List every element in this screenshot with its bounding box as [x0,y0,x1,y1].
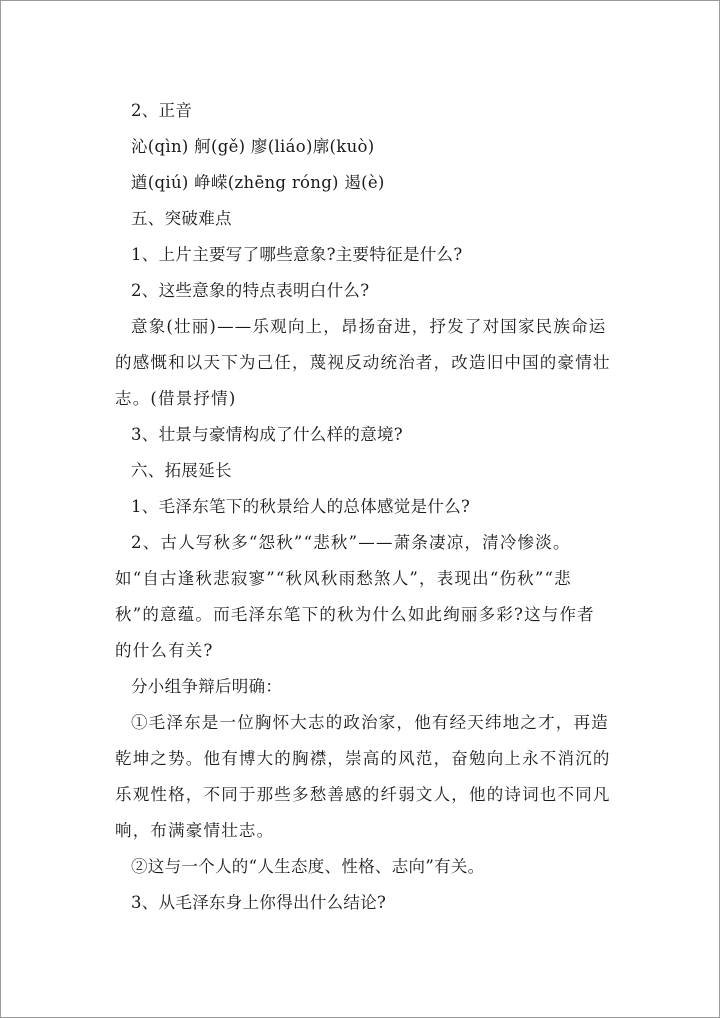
question-3: 3、壮景与豪情构成了什么样的意境? [131,425,403,444]
heading-pronunciation: 2、正音 [131,101,193,120]
heading-difficulties: 五、突破难点 [131,209,232,228]
heading-extension: 六、拓展延长 [131,461,232,480]
attitude-line: ②这与一个人的“人生态度、性格、志向”有关。 [131,857,485,876]
paragraph-imagery: 意象(壮丽)——乐观向上，昂扬奋进，抒发了对国家民族命运的感慨和以天下为己任，蔑视反动统治者，改造旧中国的豪情壮志。(借景抒情) [115,317,611,408]
pronunciation-line-1: 沁(qìn) 舸(gě) 廖(liáo)廓(kuò) [131,137,375,156]
pronunciation-line-2: 遒(qiú) 峥嵘(zhēng róng) 遏(è) [131,173,385,192]
question-1: 1、上片主要写了哪些意象?主要特征是什么? [131,245,463,264]
group-discussion-line: 分小组争辩后明确： [131,677,283,696]
paragraph-autumn: 2、古人写秋多“怨秋”“悲秋”——萧条凄凉，清冷惨淡。如“自古逢秋悲寂寥”“秋风秋雨愁煞人”，表现出“伤秋”“悲秋”的意蕴。而毛泽东笔下的秋为什么如此绚丽多彩?这与作者的什么有关? [115,533,595,660]
extension-question-1: 1、毛泽东笔下的秋景给人的总体感觉是什么? [131,497,471,516]
question-2: 2、这些意象的特点表明白什么? [131,281,370,300]
paragraph-mao: ①毛泽东是一位胸怀大志的政治家，他有经天纬地之才，再造乾坤之势。他有博大的胸襟，崇高的风范，奋勉向上永不消沉的乐观性格，不同于那些多愁善感的纤弱文人，他的诗词也不同凡响，布满豪情壮志。 [115,713,611,840]
conclusion-question: 3、从毛泽东身上你得出什么结论? [131,893,387,912]
document-body [115,93,611,921]
